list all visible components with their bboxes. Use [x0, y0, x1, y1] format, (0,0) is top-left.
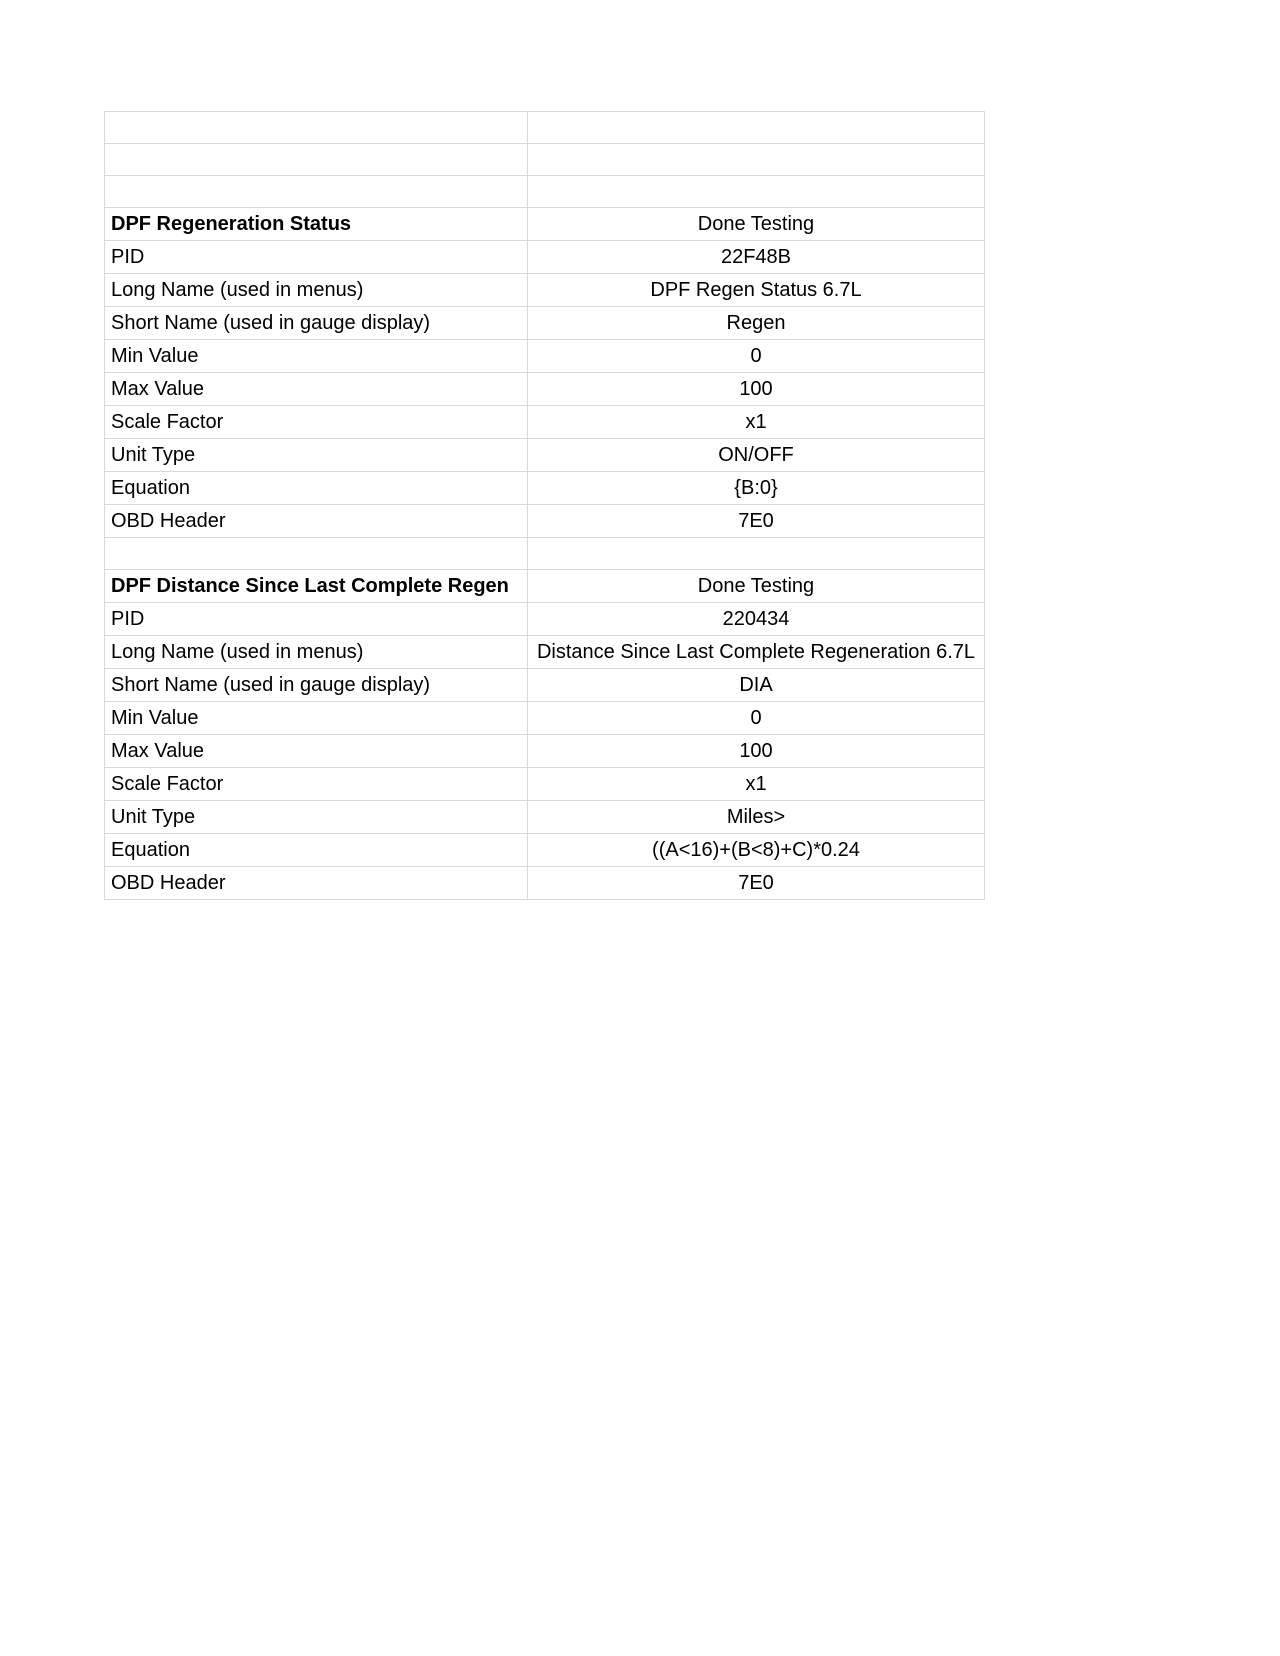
row-label: Unit Type [105, 439, 528, 472]
row-value: x1 [528, 406, 985, 439]
row-value: x1 [528, 768, 985, 801]
row-label: Max Value [105, 735, 528, 768]
table-row [105, 735, 985, 768]
row-value: 22F48B [528, 241, 985, 274]
row-label: PID [105, 603, 528, 636]
table-row [105, 307, 985, 340]
row-value: ON/OFF [528, 439, 985, 472]
row-label: Short Name (used in gauge display) [105, 669, 528, 702]
table-row [105, 406, 985, 439]
empty-cell [105, 144, 528, 176]
table-row [105, 867, 985, 900]
table-row [105, 340, 985, 373]
section-status: Done Testing [528, 570, 985, 603]
row-label: OBD Header [105, 505, 528, 538]
row-label: Min Value [105, 340, 528, 373]
row-label: PID [105, 241, 528, 274]
row-label: Short Name (used in gauge display) [105, 307, 528, 340]
section-header-row [105, 208, 985, 241]
row-label: Max Value [105, 373, 528, 406]
section-status: Done Testing [528, 208, 985, 241]
table-row [105, 373, 985, 406]
row-value: 100 [528, 373, 985, 406]
row-value: 7E0 [528, 867, 985, 900]
row-value: 0 [528, 702, 985, 735]
table-row [105, 768, 985, 801]
row-value: ((A<16)+(B<8)+C)*0.24 [528, 834, 985, 867]
table-row [105, 505, 985, 538]
empty-cell [105, 538, 528, 570]
row-value: DPF Regen Status 6.7L [528, 274, 985, 307]
empty-row [105, 538, 985, 570]
row-label: Scale Factor [105, 768, 528, 801]
row-label: Scale Factor [105, 406, 528, 439]
table-row [105, 439, 985, 472]
section-title: DPF Distance Since Last Complete Regen [105, 570, 528, 603]
pid-spreadsheet [104, 111, 985, 900]
row-value: Regen [528, 307, 985, 340]
row-label: Long Name (used in menus) [105, 636, 528, 669]
row-value: 0 [528, 340, 985, 373]
row-label: Long Name (used in menus) [105, 274, 528, 307]
empty-cell [528, 144, 985, 176]
table-row [105, 702, 985, 735]
table-row [105, 274, 985, 307]
table-row [105, 472, 985, 505]
empty-cell [105, 176, 528, 208]
empty-cell [105, 112, 528, 144]
table-row [105, 603, 985, 636]
section-header-row [105, 570, 985, 603]
row-label: Unit Type [105, 801, 528, 834]
empty-row [105, 176, 985, 208]
empty-cell [528, 538, 985, 570]
row-label: OBD Header [105, 867, 528, 900]
row-label: Equation [105, 472, 528, 505]
empty-row [105, 144, 985, 176]
table-row [105, 241, 985, 274]
table-row [105, 669, 985, 702]
row-value: 100 [528, 735, 985, 768]
table-row [105, 834, 985, 867]
row-value: Miles> [528, 801, 985, 834]
row-value: {B:0} [528, 472, 985, 505]
empty-cell [528, 112, 985, 144]
row-value: 220434 [528, 603, 985, 636]
row-value: Distance Since Last Complete Regeneration 6.7L [528, 636, 985, 669]
row-label: Equation [105, 834, 528, 867]
table-row [105, 801, 985, 834]
empty-row [105, 112, 985, 144]
section-title: DPF Regeneration Status [105, 208, 528, 241]
empty-cell [528, 176, 985, 208]
row-label: Min Value [105, 702, 528, 735]
row-value: 7E0 [528, 505, 985, 538]
table-row [105, 636, 985, 669]
row-value: DIA [528, 669, 985, 702]
